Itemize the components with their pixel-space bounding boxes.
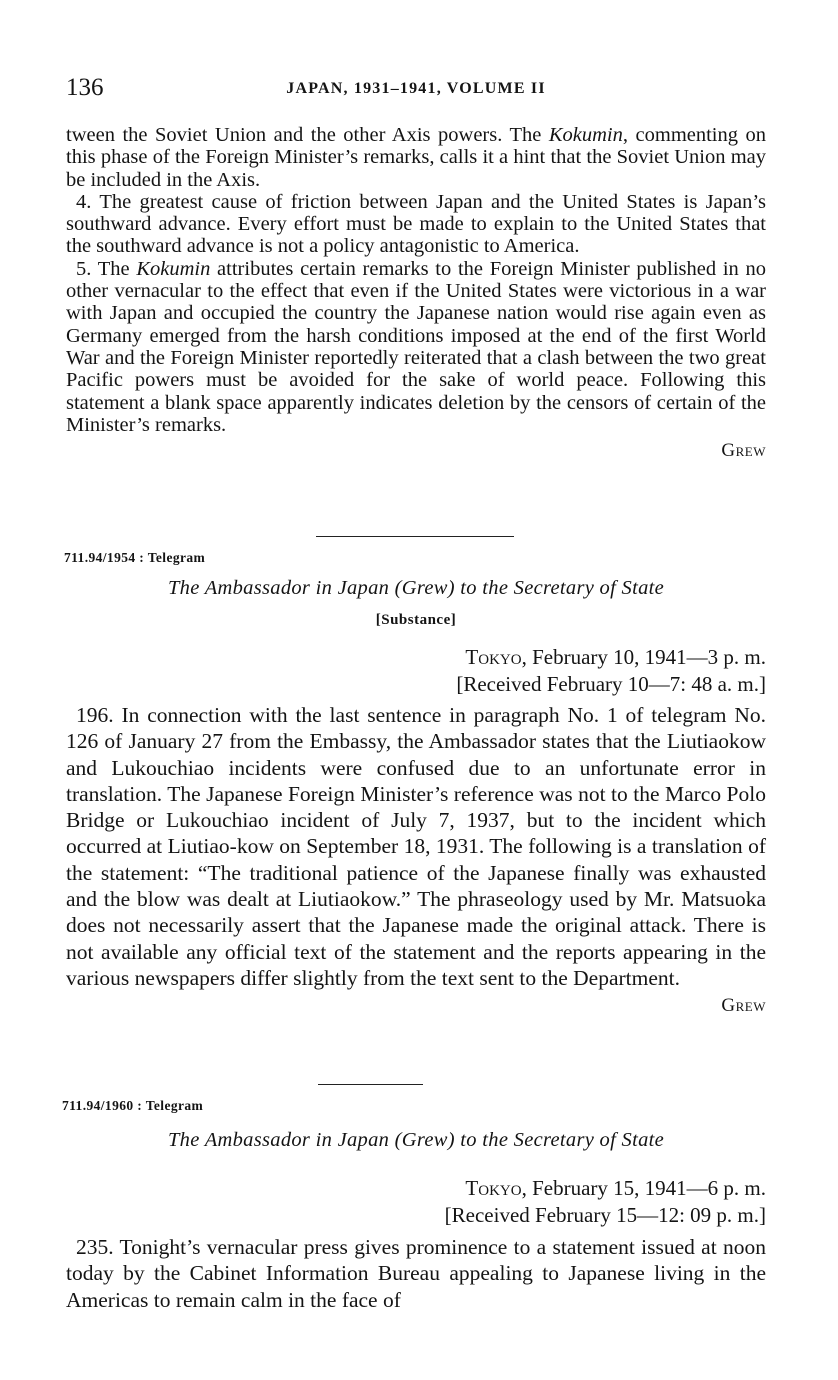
telegram-text: 196. In connection with the last sentence in paragraph No. 1 of telegram No. 126 of January 27 from the Embassy, the Ambassador states that the Liutiaokow and Lukouchiao incidents were confused due to an unfortunate error in translation. The Japanese Foreign Minister’s reference was not to the Marco Polo Bridge or Lukouchiao incident of July 7, 1937, but to the incident which occurred at Liutiao-kow on September 18, 1931. The following is a translation of the statement: “The traditional patience of the Japanese finally was exhausted and the blow was dealt at Liutiaokow.” The phraseology used by Mr. Matsuoka does not necessarily assert that the Japanese made the original attack. There is not available any official text of the statement and the reports appearing in the various newspapers differ slightly from the text sent to the Department. — [66, 703, 766, 990]
paragraph-5: 5. The Kokumin attributes certain remarks to the Foreign Minister published in no other vernacular to the effect that even if the United States were victorious in a war with Japan and occupied the country the Japanese nation would rise again even as Germany emerged from the harsh conditions imposed at the end of the first World War and the Foreign Minister reportedly reiterated that a clash between the two great Pacific powers must be avoided for the sake of world peace. Following this statement a blank space apparently indicates deletion by the censors of certain of the Minister’s remarks. — [66, 257, 766, 436]
section-divider — [316, 536, 514, 537]
received-note: [Received February 15—12: 09 p. m.] — [444, 1202, 766, 1227]
signature: Grew — [721, 995, 766, 1017]
telegram-body — [66, 702, 766, 1017]
section-divider — [318, 1084, 423, 1085]
document-title: The Ambassador in Japan (Grew) to the Secretary of State — [167, 1129, 665, 1151]
telegram-body — [66, 1234, 766, 1313]
document-title: The Ambassador in Japan (Grew) to the Secretary of State — [167, 577, 665, 599]
running-title: JAPAN, 1931–1941, VOLUME II — [286, 80, 546, 97]
substance-label: [Substance] — [375, 612, 457, 628]
received-note: [Received February 10—7: 48 a. m.] — [456, 671, 766, 696]
file-reference: 711.94/1954 : Telegram — [64, 550, 206, 565]
dateline: Tokyo, February 15, 1941—6 p. m. [Received February 15—12: 09 p. m.] — [444, 1176, 766, 1227]
newspaper-name: Kokumin — [548, 124, 623, 146]
dateline: Tokyo, February 10, 1941—3 p. m. [Received February 10—7: 48 a. m.] — [456, 645, 766, 696]
newspaper-name: Kokumin — [136, 257, 211, 280]
page-number: 136 — [66, 74, 104, 101]
paragraph-4: 4. The greatest cause of friction between Japan and the United States is Japan’s southward advance. Every effort must be made to explain to the United States that the southward advance is not a policy antagonistic to America. — [66, 190, 766, 258]
page-header — [66, 74, 766, 106]
signature: Grew — [721, 440, 766, 462]
file-reference: 711.94/1960 : Telegram — [62, 1098, 204, 1113]
telegram-text: 235. Tonight’s vernacular press gives prominence to a statement issued at noon today by the Cabinet Information Bureau appealing to Japanese living in the Americas to remain calm in the face of — [66, 1235, 766, 1312]
continuation-text — [66, 124, 766, 462]
paragraph-continued: tween the Soviet Union and the other Axis powers. The Kokumin, commenting on this phase of the Foreign Minister’s remarks, calls it a hint that the Soviet Union may be included in the Axis. — [66, 124, 767, 191]
